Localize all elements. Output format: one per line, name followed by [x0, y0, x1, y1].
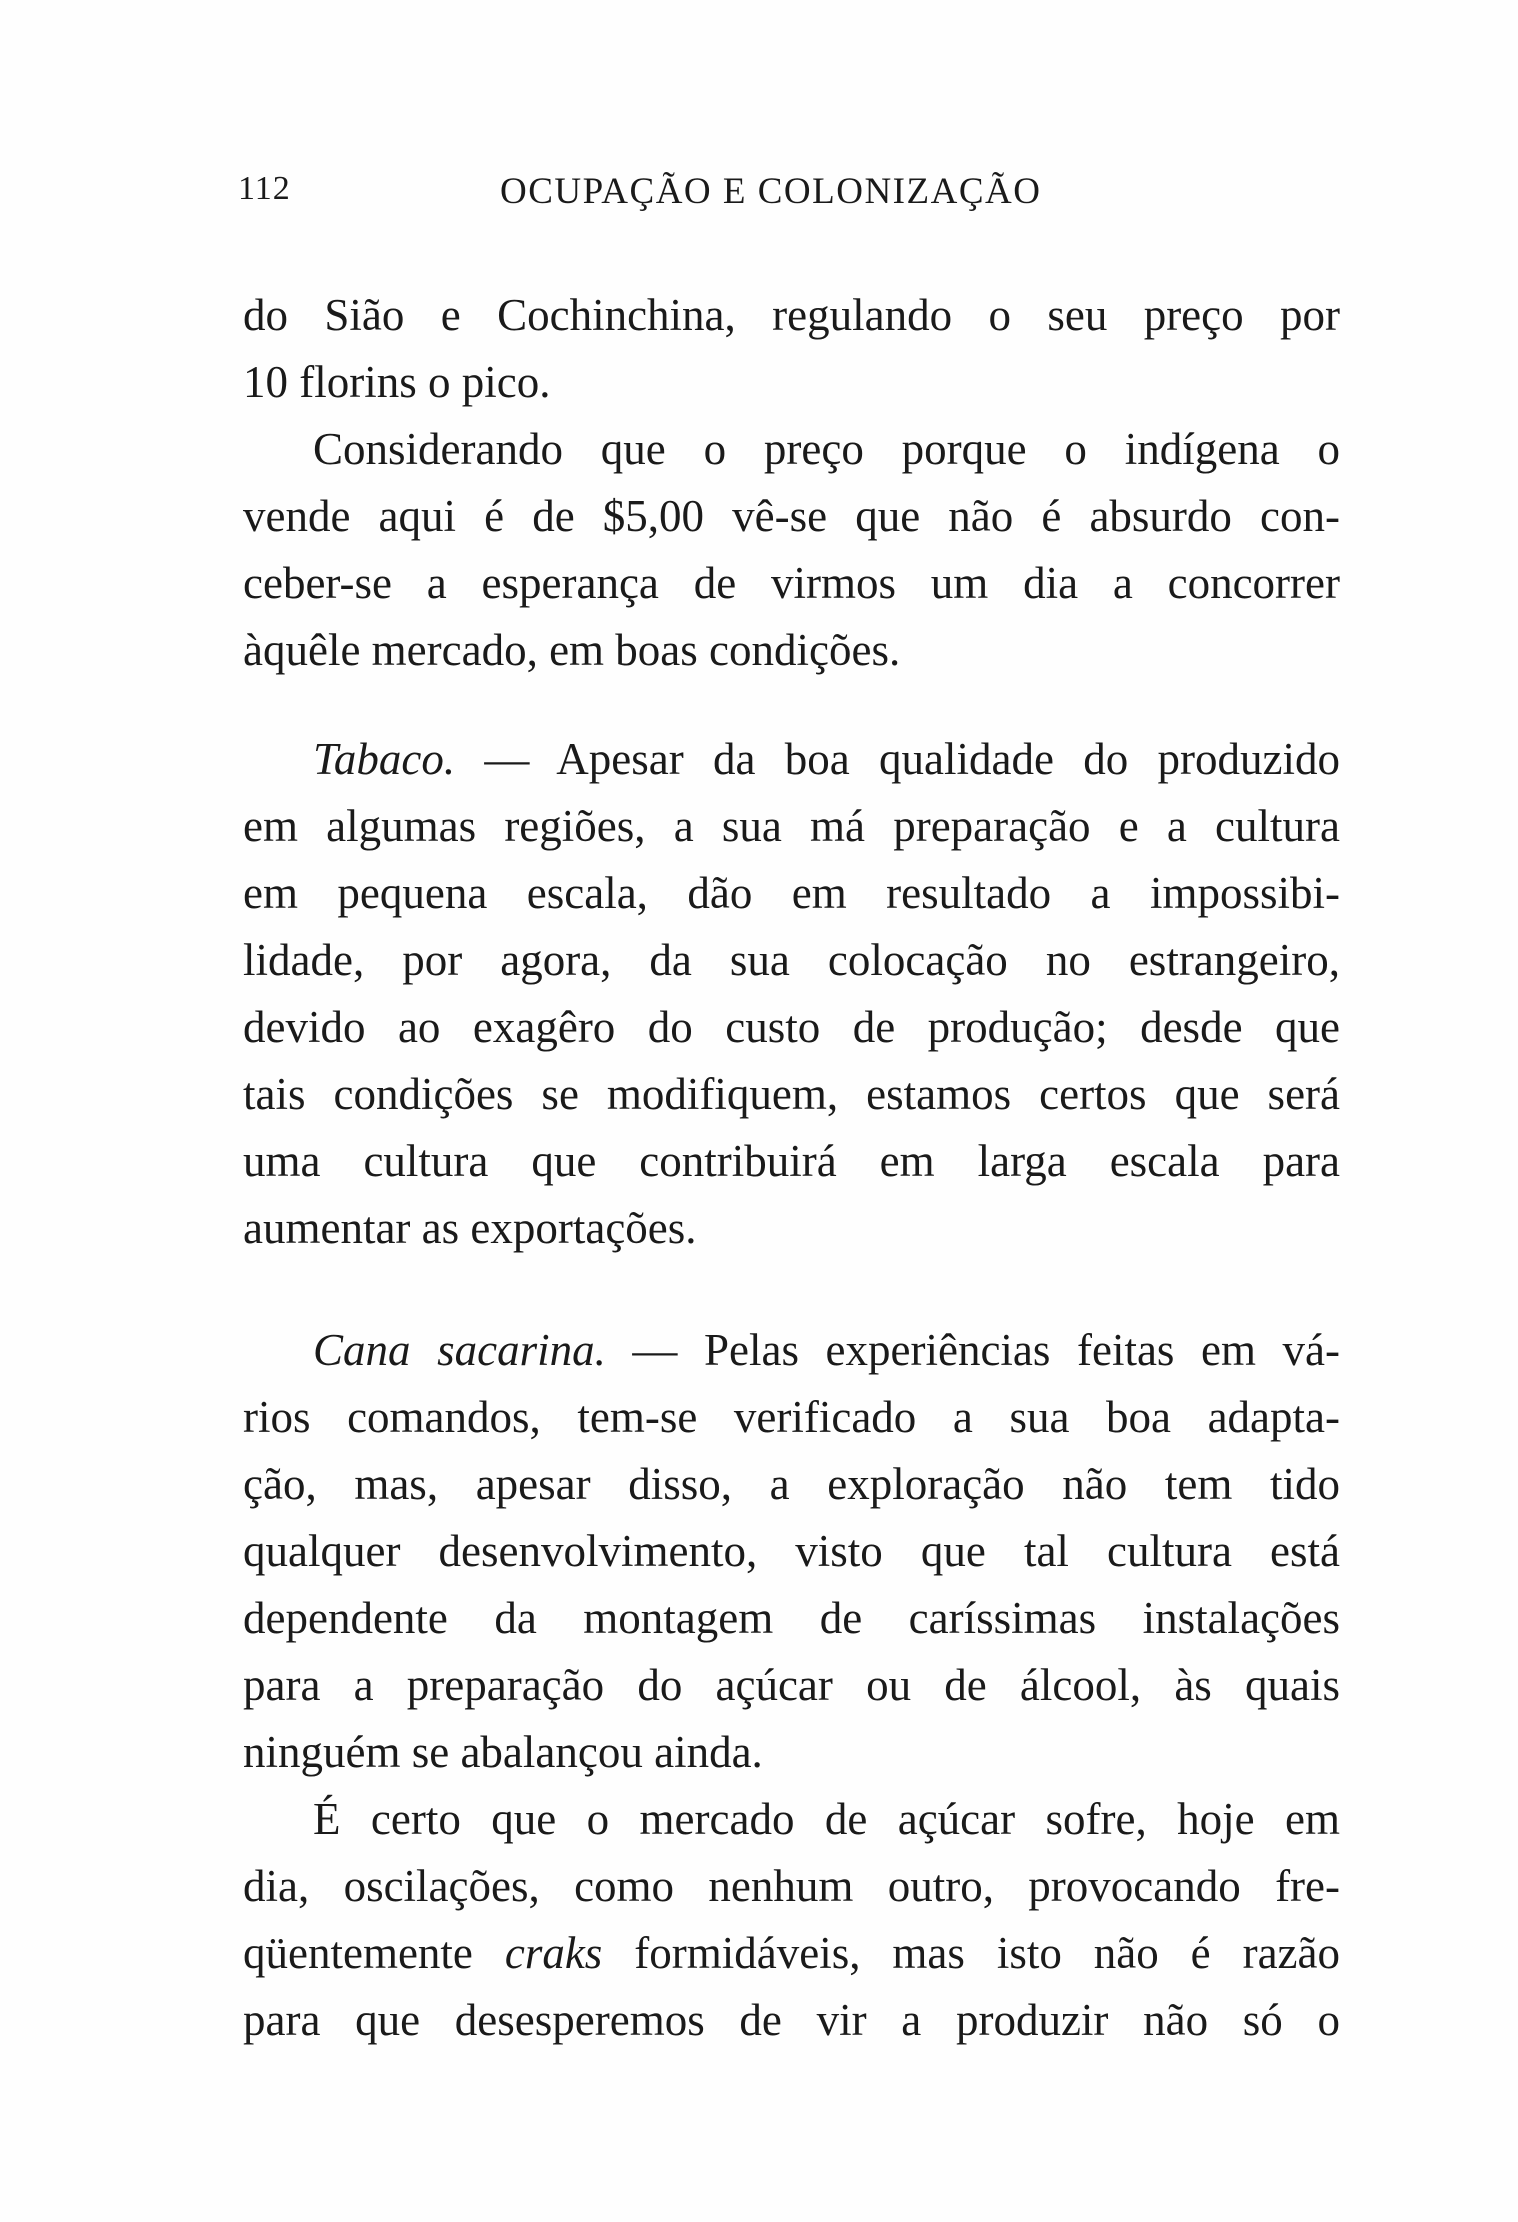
text-line: para a preparação do açúcar ou de álcool, às quais	[243, 1660, 1340, 1710]
paragraph-cana-sacarina	[243, 1317, 1340, 2054]
text-line: ninguém se abalançou ainda.	[243, 1727, 763, 1777]
text-line: rios comandos, tem-se verificado a sua boa adapta-	[243, 1392, 1340, 1442]
running-title: OCUPAÇÃO E COLONIZAÇÃO	[500, 171, 1042, 212]
text-line: em pequena escala, dão em resultado a impossibi-	[243, 868, 1340, 918]
text-line: ceber-se a esperança de virmos um dia a concorrer	[243, 558, 1340, 608]
text-fragment: — Apesar da boa qualidade do produzido	[484, 734, 1340, 784]
text-line: vende aqui é de $5,00 vê-se que não é absurdo con-	[243, 491, 1340, 541]
text-line: aumentar as exportações.	[243, 1203, 697, 1253]
text-line: É certo que o mercado de açúcar sofre, hoje em	[313, 1794, 1340, 1844]
text-line: dependente da montagem de caríssimas instalações	[243, 1593, 1340, 1643]
text-line: 10 florins o pico.	[243, 357, 551, 407]
text-line: qualquer desenvolvimento, visto que tal cultura está	[243, 1526, 1340, 1576]
text-line: ção, mas, apesar disso, a exploração não tem tido	[243, 1459, 1340, 1509]
text-line: do Sião e Cochinchina, regulando o seu preço por	[243, 290, 1340, 340]
text-line: uma cultura que contribuirá em larga escala para	[243, 1136, 1340, 1186]
paragraph-tabaco	[243, 726, 1340, 1262]
section-heading-tabaco: Tabaco.	[313, 734, 456, 784]
text-line	[243, 1317, 1340, 1384]
text-line: para que desesperemos de vir a produzir não só o	[243, 1995, 1340, 2045]
text-line: lidade, por agora, da sua colocação no estrangeiro,	[243, 935, 1340, 985]
page-number: 112	[238, 170, 291, 207]
text-line: dia, oscilações, como nenhum outro, provocando fre-	[243, 1861, 1340, 1911]
text-line: devido ao exagêro do custo de produção; desde que	[243, 1002, 1340, 1052]
text-line: Considerando que o preço porque o indígena o	[313, 424, 1340, 474]
emphasis-craks: craks	[504, 1928, 603, 1978]
page-header	[238, 170, 1088, 230]
paragraph-group-intro	[243, 282, 1340, 684]
text-line: tais condições se modifiquem, estamos certos que será	[243, 1069, 1340, 1119]
text-fragment: formidáveis, mas isto não é razão	[602, 1928, 1340, 1978]
text-line: em algumas regiões, a sua má preparação e a cultura	[243, 801, 1340, 851]
text-line: àquêle mercado, em boas condições.	[243, 625, 901, 675]
section-heading-cana-sacarina: Cana sacarina.	[313, 1325, 606, 1375]
text-fragment: qüentemente	[243, 1928, 505, 1978]
text-line	[243, 726, 1340, 793]
text-line	[243, 1920, 1340, 1987]
text-fragment: — Pelas experiências feitas em vá-	[632, 1325, 1340, 1375]
